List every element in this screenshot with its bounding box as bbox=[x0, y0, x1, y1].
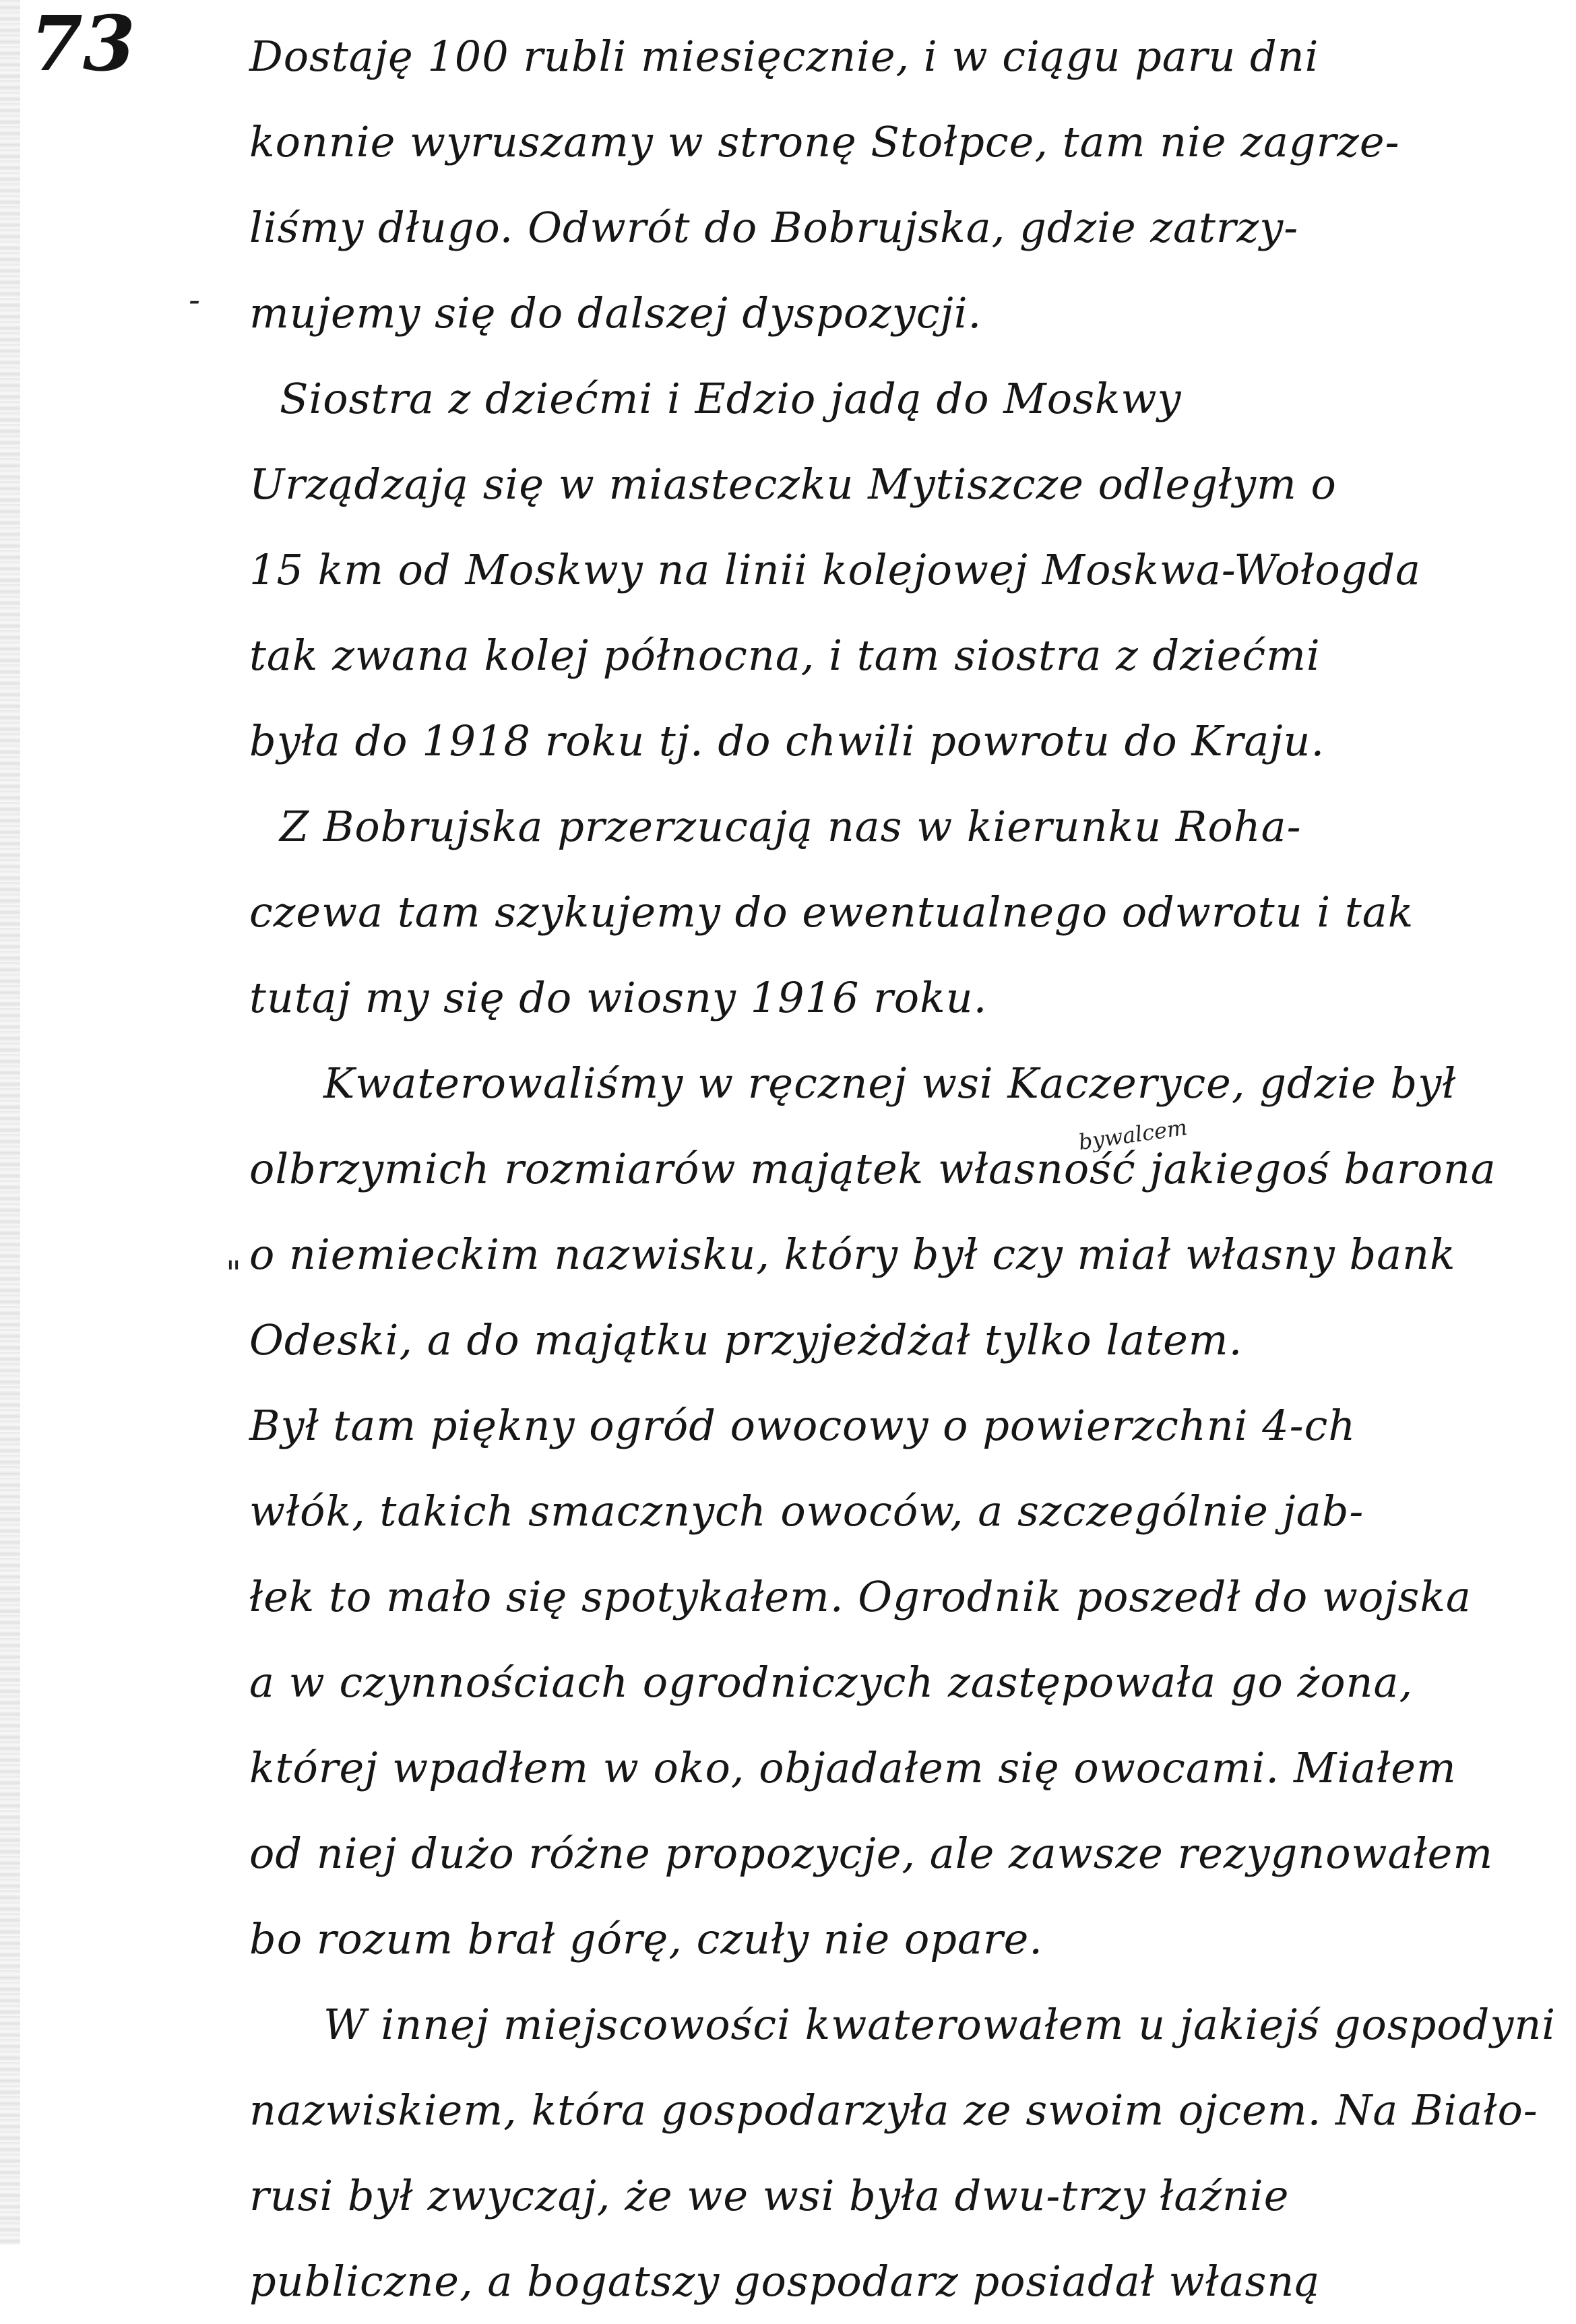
text-line-16: Odeski, a do majątku przyjeżdżał tylko latem. bbox=[249, 1315, 1243, 1364]
text-line-6: Urządzają się w miasteczku Mytiszcze odległym o bbox=[249, 460, 1337, 509]
text-line-8: tak zwana kolej północna, i tam siostra z dziećmi bbox=[249, 631, 1321, 680]
text-line-7: 15 km od Moskwy na linii kolejowej Moskwa-Wołogda bbox=[249, 545, 1422, 594]
text-line-12: tutaj my się do wiosny 1916 roku. bbox=[249, 973, 988, 1022]
text-line-25: nazwiskiem, która gospodarzyła ze swoim ojcem. Na Biało- bbox=[249, 2085, 1538, 2135]
text-line-3: liśmy długo. Odwrót do Bobrujska, gdzie zatrzy- bbox=[249, 203, 1299, 252]
text-line-15: o niemieckim nazwisku, który był czy miał własny bank bbox=[249, 1230, 1456, 1279]
text-line-11: czewa tam szykujemy do ewentualnego odwrotu i tak bbox=[249, 887, 1414, 937]
text-line-10: Z Bobrujska przerzucają nas w kierunku Roha- bbox=[280, 802, 1302, 851]
margin-mark-dash: - bbox=[189, 280, 200, 319]
text-line-4: mujemy się do dalszej dyspozycji. bbox=[249, 288, 982, 338]
text-line-21: której wpadłem w oko, objadałem się owocami. Miałem bbox=[249, 1743, 1457, 1792]
text-line-2: konnie wyruszamy w stronę Stołpce, tam nie zagrze- bbox=[249, 117, 1400, 166]
text-line-19: łek to mało się spotykałem. Ogrodnik poszedł do wojska bbox=[249, 1572, 1472, 1621]
text-line-1: Dostaję 100 rubli miesięcznie, i w ciągu paru dni bbox=[249, 32, 1319, 81]
page-number: 73 bbox=[30, 0, 135, 88]
text-line-27: publiczne, a bogatszy gospodarz posiadał własną bbox=[249, 2257, 1321, 2306]
margin-mark-quote: " bbox=[226, 1254, 241, 1293]
scan-edge-shadow bbox=[0, 0, 20, 2244]
text-line-23: bo rozum brał górę, czuły nie opare. bbox=[249, 1914, 1043, 1964]
text-line-26: rusi był zwyczaj, że we wsi była dwu-trzy łaźnie bbox=[249, 2171, 1290, 2220]
text-line-5: Siostra z dziećmi i Edzio jadą do Moskwy bbox=[280, 374, 1182, 423]
text-line-22: od niej dużo różne propozycje, ale zawsze rezygnowałem bbox=[249, 1829, 1494, 1878]
text-line-20: a w czynnościach ogrodniczych zastępowała go żona, bbox=[249, 1658, 1414, 1707]
text-line-13: Kwaterowaliśmy w ręcznej wsi Kaczeryce, gdzie był bbox=[323, 1059, 1457, 1108]
text-line-24: W innej miejscowości kwaterowałem u jakiejś gospodyni bbox=[323, 2000, 1556, 2049]
text-line-18: włók, takich smacznych owoców, a szczególnie jab- bbox=[249, 1486, 1364, 1536]
text-line-9: była do 1918 roku tj. do chwili powrotu do Kraju. bbox=[249, 716, 1325, 765]
text-line-17: Był tam piękny ogród owocowy o powierzchni 4-ch bbox=[249, 1401, 1356, 1450]
text-line-14: olbrzymich rozmiarów majątek własność jakiegoś barona bbox=[249, 1144, 1496, 1193]
handwritten-text-body bbox=[249, 13, 1556, 2324]
interlinear-note: bywalcem bbox=[1077, 1114, 1189, 1156]
